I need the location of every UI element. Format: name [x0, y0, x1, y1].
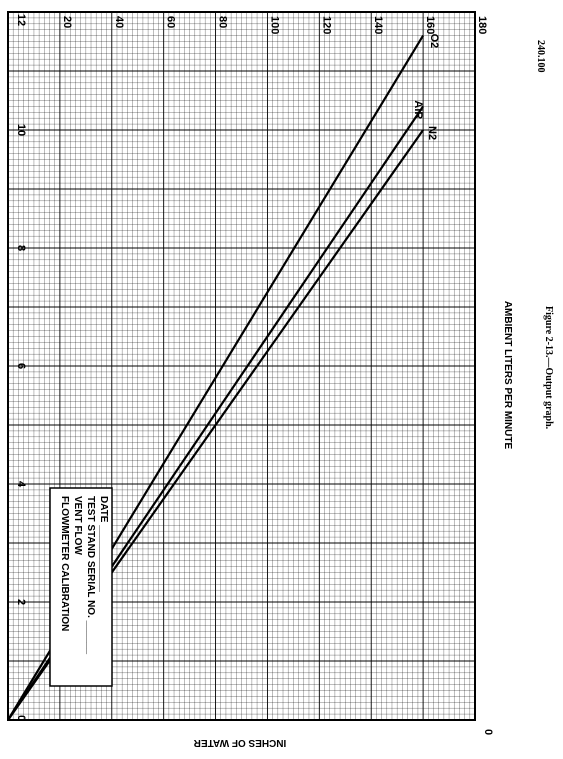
series-label-n2: N2	[426, 126, 439, 141]
figure-caption: Figure 2-13.—Output graph.	[543, 306, 554, 430]
y-tick-label: 60	[164, 16, 177, 29]
y-tick-label: 40	[112, 16, 125, 29]
x-tick-label: 12	[15, 13, 27, 27]
figure-number: 240.100	[535, 40, 546, 73]
x-tick-label: 4	[15, 480, 27, 488]
info-box-line: FLOWMETER CALIBRATION	[59, 496, 70, 632]
x-axis-title: INCHES OF WATER	[193, 737, 287, 748]
info-box-line: DATE ____________	[98, 496, 109, 592]
x-tick-label: 0	[15, 714, 27, 722]
y-tick-labels	[61, 16, 488, 34]
x-tick-label: 10	[15, 123, 27, 137]
y-tick-label: 20	[60, 16, 73, 29]
info-box-line: VENT FLOW	[72, 496, 83, 555]
x-tick-label: 2	[15, 598, 27, 606]
y-tick-label: 80	[216, 16, 229, 29]
x-tick-label: 6	[15, 362, 27, 370]
calibration-info-box	[50, 488, 112, 686]
y-axis-title: AMBIENT LITERS PER MINUTE	[502, 300, 513, 450]
y-tick-label: 100	[268, 16, 281, 35]
series-label-air: AIR	[412, 100, 425, 120]
origin-tick-label: 0	[482, 728, 494, 736]
x-tick-label: 8	[15, 244, 27, 252]
y-tick-label: 140	[372, 16, 385, 35]
series-label-o2: O2	[428, 33, 441, 49]
info-box-line: TEST STAND SERIAL NO. ______	[85, 496, 96, 655]
y-tick-label: 120	[320, 16, 333, 35]
y-tick-label: 160	[424, 16, 437, 35]
y-tick-label: 180	[476, 16, 488, 35]
